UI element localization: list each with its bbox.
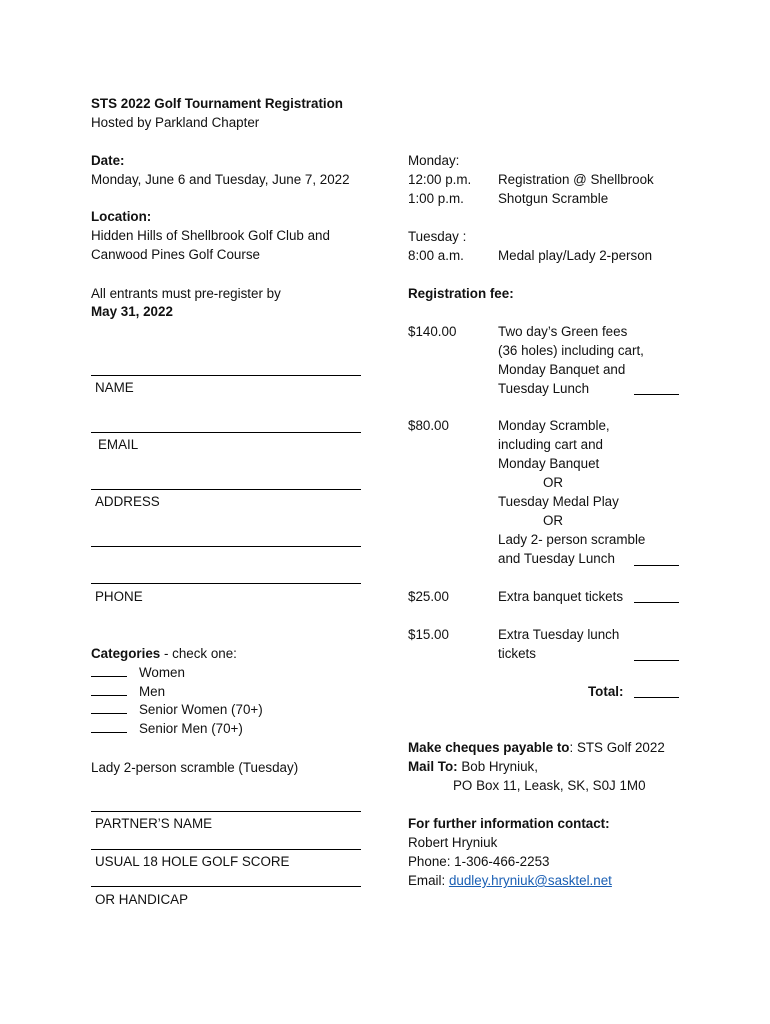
payable-label: Make cheques payable to	[408, 740, 570, 755]
category-label: Senior Women (70+)	[139, 702, 263, 717]
date-label: Date:	[91, 153, 125, 168]
category-checkbox-senior-women[interactable]	[91, 713, 127, 714]
preregister-text: All entrants must pre-register by	[91, 286, 281, 301]
schedule-time: 12:00 p.m.	[408, 172, 472, 187]
payable-value: : STS Golf 2022	[569, 740, 665, 755]
schedule-event: Medal play/Lady 2-person	[498, 248, 653, 263]
fee-amount-blank[interactable]	[634, 602, 679, 603]
fee-description-line: (36 holes) including cart,	[498, 343, 644, 358]
partner-name-input-line[interactable]	[91, 811, 361, 812]
fee-description-line: Tuesday Lunch	[498, 381, 590, 396]
fee-amount-blank[interactable]	[634, 660, 679, 661]
scramble-label: Lady 2-person scramble (Tuesday)	[91, 760, 299, 775]
preregister-date: May 31, 2022	[91, 304, 173, 319]
category-checkbox-women[interactable]	[91, 676, 127, 677]
category-checkbox-men[interactable]	[91, 695, 127, 696]
category-checkbox-senior-men[interactable]	[91, 732, 127, 733]
handicap-input-line[interactable]	[91, 886, 361, 887]
partner-name-label: PARTNER’S NAME	[95, 816, 213, 831]
fee-price: $25.00	[408, 589, 449, 604]
date-value: Monday, June 6 and Tuesday, June 7, 2022	[91, 172, 350, 187]
golf-score-label: USUAL 18 HOLE GOLF SCORE	[95, 854, 290, 869]
fee-amount-blank[interactable]	[634, 565, 679, 566]
total-amount-blank[interactable]	[634, 697, 679, 698]
contact-email-line	[408, 871, 612, 890]
phone-input-line[interactable]	[91, 583, 361, 584]
host-text: Hosted by Parkland Chapter	[91, 115, 260, 130]
category-option-women[interactable]	[91, 663, 185, 682]
contact-name: Robert Hryniuk	[408, 835, 498, 850]
address-input-line[interactable]	[91, 489, 361, 490]
name-input-line[interactable]	[91, 375, 361, 376]
contact-phone: Phone: 1-306-466-2253	[408, 854, 550, 869]
contact-label: For further information contact:	[408, 816, 610, 831]
categories-heading	[91, 644, 237, 663]
schedule-event: Shotgun Scramble	[498, 191, 609, 206]
email-field-label: EMAIL	[98, 437, 139, 452]
location-line-1: Hidden Hills of Shellbrook Golf Club and	[91, 228, 330, 243]
schedule-event: Registration @ Shellbrook	[498, 172, 654, 187]
schedule-time: 1:00 p.m.	[408, 191, 464, 206]
fee-price: $15.00	[408, 627, 449, 642]
categories-label: Categories	[91, 646, 161, 661]
total-label: Total:	[588, 684, 624, 699]
mail-to-line	[408, 757, 538, 776]
phone-field-label: PHONE	[95, 589, 143, 604]
category-label: Men	[139, 684, 166, 699]
tuesday-label: Tuesday :	[408, 229, 467, 244]
email-input-line[interactable]	[91, 432, 361, 433]
fee-description-line: and Tuesday Lunch	[498, 551, 615, 566]
fee-description-line: Tuesday Medal Play	[498, 494, 619, 509]
category-label: Senior Men (70+)	[139, 721, 243, 736]
contact-email-link[interactable]: dudley.hryniuk@sasktel.net	[448, 873, 612, 888]
fee-description-line: Monday Scramble,	[498, 418, 610, 433]
mail-address: PO Box 11, Leask, SK, S0J 1M0	[453, 778, 646, 793]
fee-description-line: OR	[543, 513, 564, 528]
category-option-senior-men[interactable]	[91, 719, 243, 738]
address-field-label: ADDRESS	[95, 494, 160, 509]
category-label: Women	[139, 665, 185, 680]
monday-label: Monday:	[408, 153, 460, 168]
handicap-label: OR HANDICAP	[95, 892, 189, 907]
fee-description-line: OR	[543, 475, 564, 490]
location-line-2: Canwood Pines Golf Course	[91, 247, 260, 262]
contact-email-label: Email:	[408, 873, 449, 888]
categories-instruction: - check one:	[160, 646, 237, 661]
category-option-men[interactable]	[91, 682, 166, 701]
fee-description-line: including cart and	[498, 437, 603, 452]
schedule-time: 8:00 a.m.	[408, 248, 464, 263]
category-option-senior-women[interactable]	[91, 700, 263, 719]
fee-description-line: Monday Banquet	[498, 456, 600, 471]
mail-to-name: Bob Hryniuk,	[457, 759, 538, 774]
registration-fee-label: Registration fee:	[408, 286, 514, 301]
fee-description-line: Extra banquet tickets	[498, 589, 624, 604]
name-field-label: NAME	[95, 380, 134, 395]
golf-score-input-line[interactable]	[91, 849, 361, 850]
payable-line	[408, 738, 665, 757]
fee-description-line: Monday Banquet and	[498, 362, 626, 377]
mail-to-label: Mail To:	[408, 759, 458, 774]
form-title: STS 2022 Golf Tournament Registration	[91, 96, 343, 111]
address-input-line-2[interactable]	[91, 546, 361, 547]
fee-amount-blank[interactable]	[634, 394, 679, 395]
fee-price: $140.00	[408, 324, 457, 339]
fee-description-line: tickets	[498, 646, 536, 661]
fee-price: $80.00	[408, 418, 449, 433]
fee-description-line: Extra Tuesday lunch	[498, 627, 620, 642]
location-label: Location:	[91, 209, 152, 224]
fee-description-line: Two day’s Green fees	[498, 324, 628, 339]
fee-description-line: Lady 2- person scramble	[498, 532, 646, 547]
